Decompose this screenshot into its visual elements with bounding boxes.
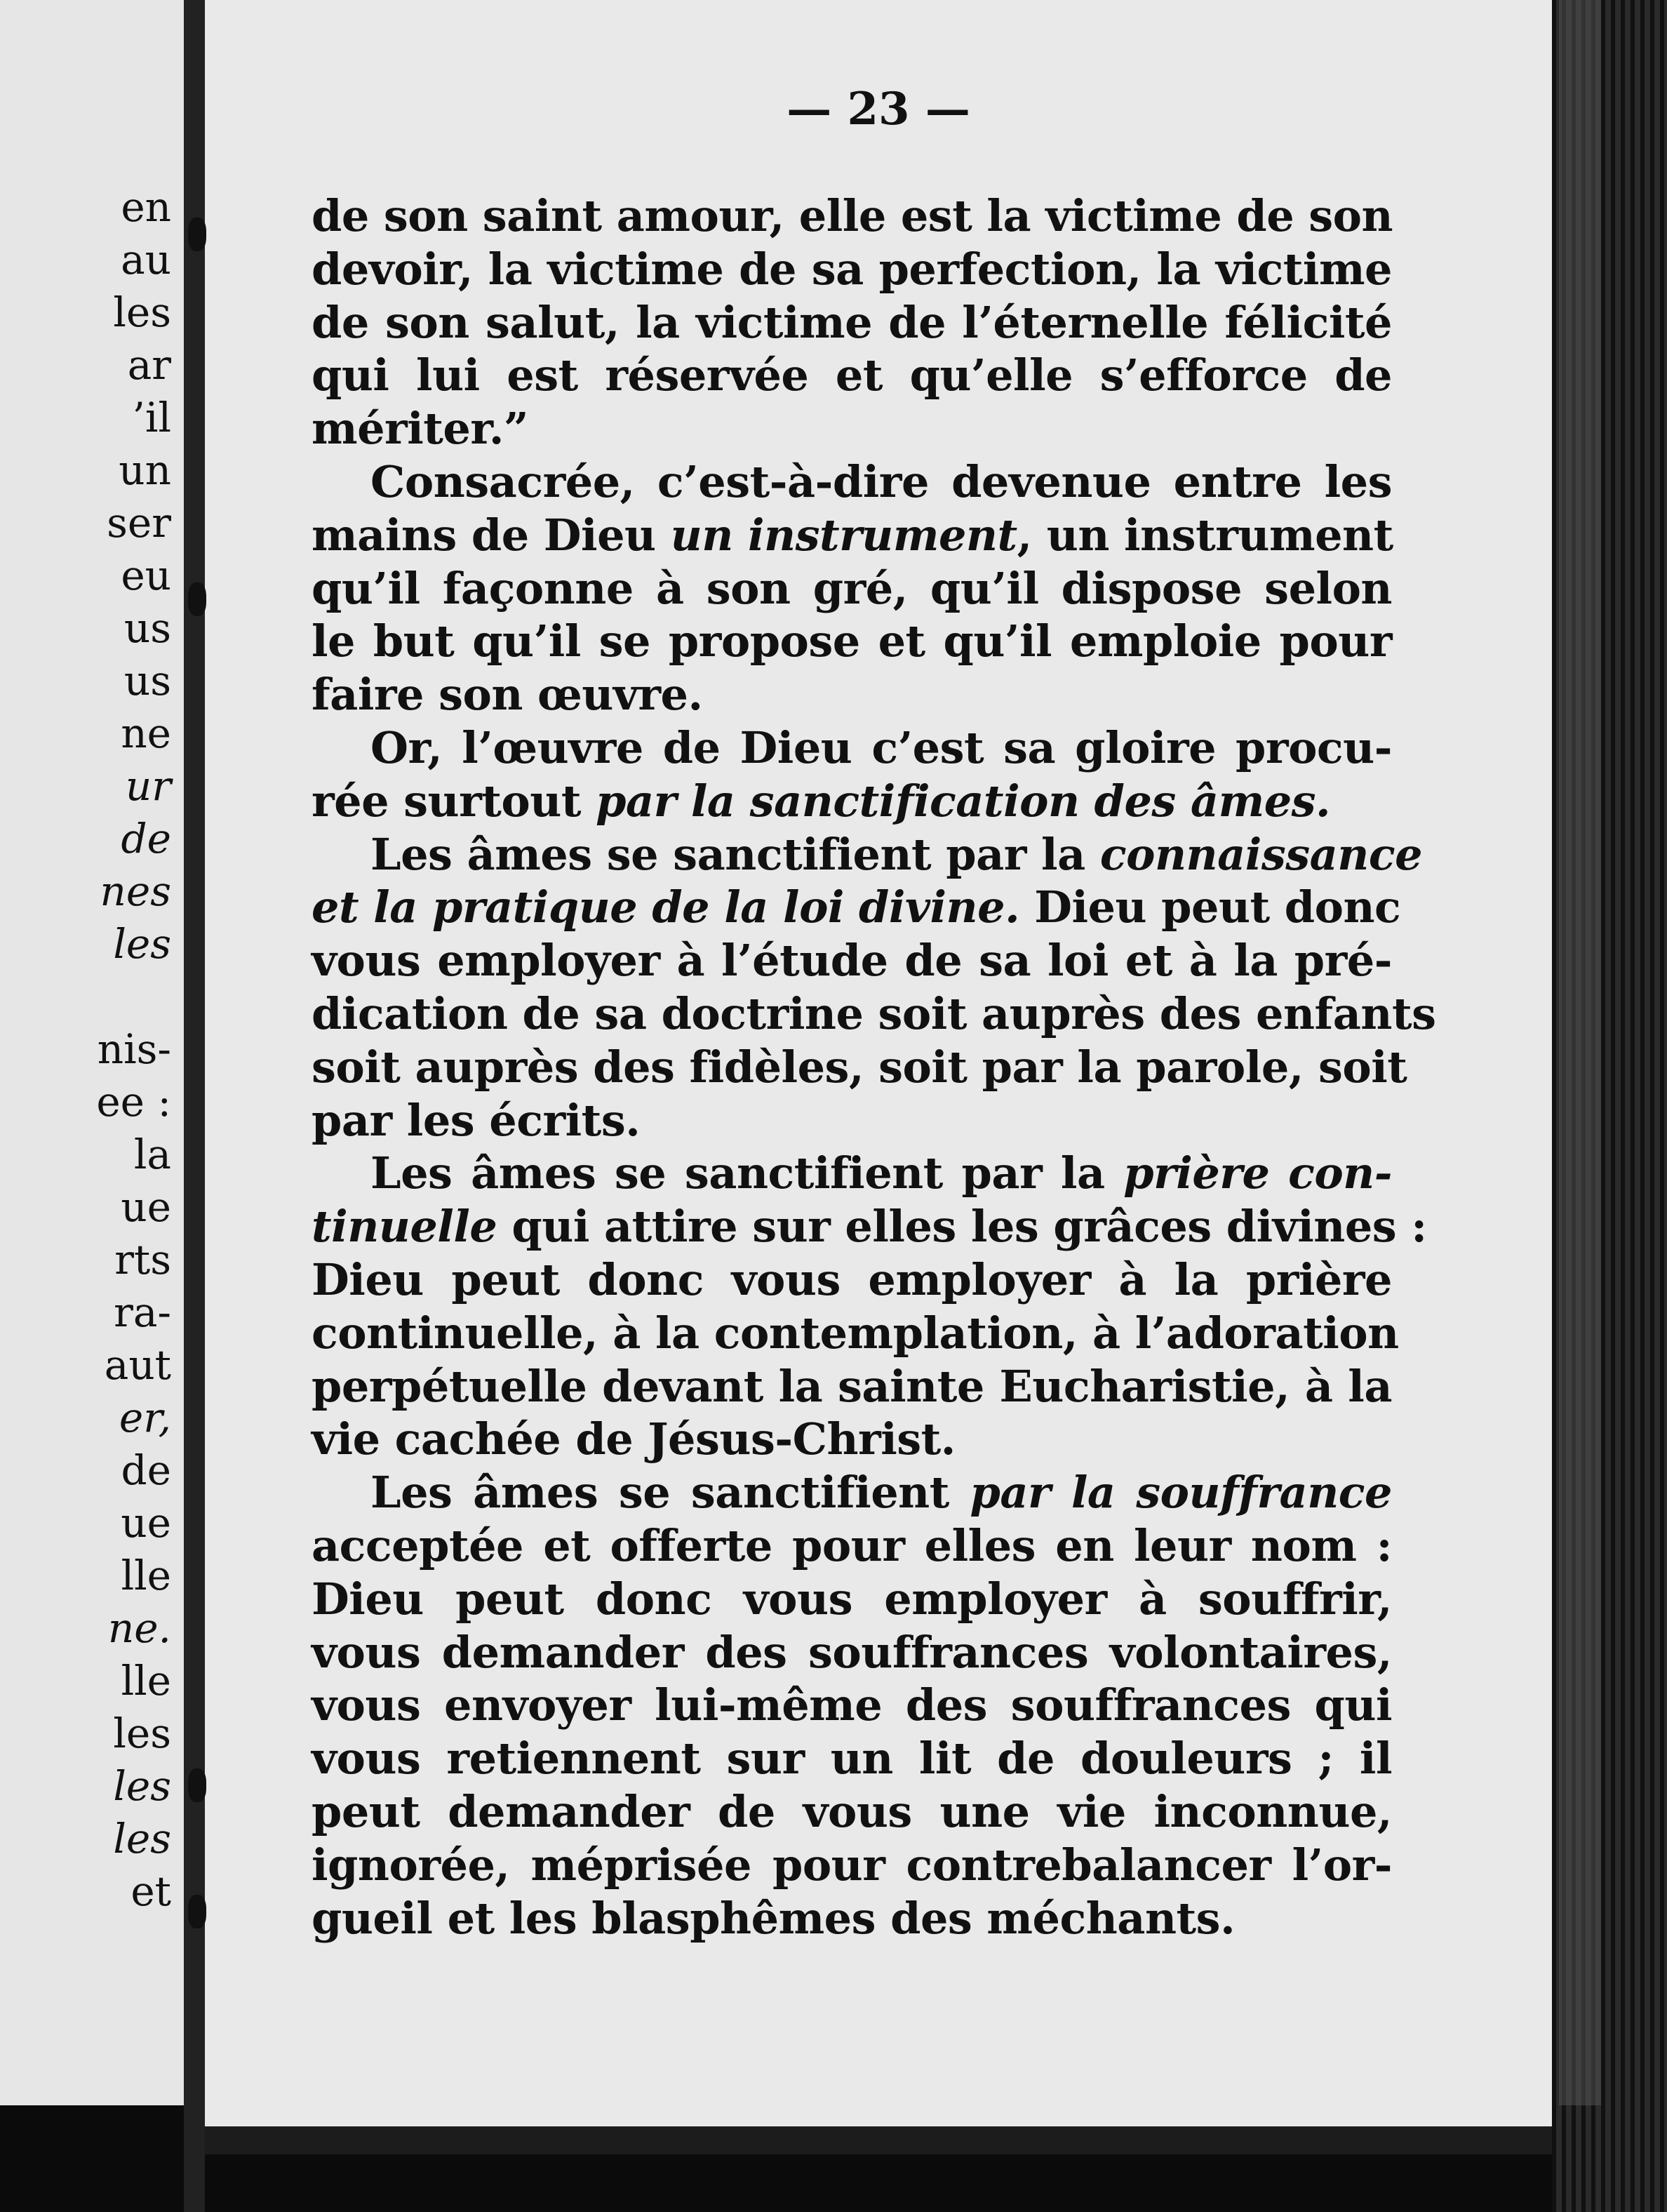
previous-page-line: ue — [121, 1183, 171, 1231]
text-line: devoir, la victime de sa perfection, la victime — [312, 243, 1392, 295]
text-line: de son saint amour, elle est la victime de son — [312, 190, 1393, 241]
previous-page-fragment — [0, 0, 191, 2105]
text-line: le but qu’il se propose et qu’il emploie pour — [312, 615, 1392, 667]
previous-page-line: ee : — [96, 1078, 171, 1126]
previous-page-line: les — [113, 288, 171, 336]
text-line: perpétuelle devant la sainte Eucharistie, à la — [312, 1360, 1392, 1412]
previous-page-line: us — [123, 604, 171, 652]
text-line: qu’il façonne à son gré, qu’il dispose selon — [312, 562, 1392, 614]
binding-mark — [188, 218, 206, 251]
page-edge-stack — [1552, 0, 1667, 2212]
binding-mark — [188, 1768, 206, 1802]
text-line: acceptée et offerte pour elles en leur nom : — [312, 1519, 1392, 1571]
text-line: vie cachée de Jésus-Christ. — [312, 1413, 956, 1465]
text-line: ignorée, méprisée pour contrebalancer l’or- — [312, 1839, 1392, 1891]
text-line: Les âmes se sanctifient par la souffrance — [370, 1467, 1392, 1519]
previous-page-line: ne. — [107, 1604, 171, 1652]
paragraph — [312, 828, 1436, 1147]
page-number: — 23 — — [786, 83, 970, 135]
text-line: tinuelle qui attire sur elles les grâces divines : — [312, 1201, 1427, 1253]
text-line: vous envoyer lui-même des souffrances qui — [312, 1679, 1392, 1731]
text-line: et la pratique de la loi divine. Dieu peut donc — [312, 881, 1401, 933]
text-line: vous retiennent sur un lit de douleurs ; il — [312, 1733, 1392, 1785]
previous-page-line: nis- — [97, 1025, 171, 1073]
text-line: de son salut, la victime de l’éternelle félicité — [312, 296, 1392, 348]
text-line: gueil et les blasphêmes des méchants. — [312, 1892, 1236, 1944]
previous-page-line: lle — [121, 1552, 171, 1599]
paragraph — [312, 1147, 1427, 1466]
text-line: mains de Dieu un instrument, un instrument — [312, 509, 1393, 561]
previous-page-line: er, — [119, 1394, 171, 1441]
text-line: dication de sa doctrine soit auprès des enfants — [312, 987, 1436, 1039]
book-page — [205, 0, 1552, 2154]
previous-page-line: ser — [107, 499, 171, 547]
previous-page-line: les — [113, 920, 171, 968]
previous-page-line: aut — [104, 1341, 171, 1389]
text-line: mériter.” — [312, 403, 529, 455]
text-line: soit auprès des fidèles, soit par la parole, soit — [312, 1041, 1407, 1093]
previous-page-line: les — [113, 1815, 171, 1863]
paragraph — [312, 455, 1392, 721]
text-line: Les âmes se sanctifient par la prière con- — [370, 1147, 1392, 1199]
text-line: vous demander des souffrances volontaires, — [312, 1626, 1392, 1678]
previous-page-line: eu — [121, 552, 171, 599]
previous-page-line: en — [121, 183, 171, 231]
previous-page-line: au — [121, 236, 171, 284]
text-line: Consacrée, c’est-à-dire devenue entre les — [370, 455, 1392, 507]
text-line: Or, l’œuvre de Dieu c’est sa gloire procu- — [370, 721, 1392, 773]
text-line: vous employer à l’étude de sa loi et à la pré- — [312, 935, 1392, 987]
text-line: par les écrits. — [312, 1094, 641, 1146]
previous-page-line: ne — [121, 709, 171, 757]
previous-page-line: la — [133, 1131, 171, 1178]
previous-page-line: les — [113, 1762, 171, 1810]
binding-mark — [188, 1895, 206, 1928]
paragraph — [312, 1466, 1392, 1945]
previous-page-line: lle — [121, 1657, 171, 1705]
paragraph — [312, 189, 1392, 455]
text-line: peut demander de vous une vie inconnue, — [312, 1785, 1392, 1837]
text-line: rée surtout par la sanctification des âmes. — [312, 775, 1331, 827]
previous-page-line: un — [119, 446, 171, 494]
page-body-text — [312, 189, 1436, 1945]
text-line: Les âmes se sanctifient par la connaissance — [370, 828, 1423, 880]
text-line: Dieu peut donc vous employer à souffrir, — [312, 1573, 1392, 1625]
previous-page-line: et — [130, 1867, 171, 1915]
binding-mark — [188, 582, 206, 616]
previous-page-line: ’il — [132, 394, 171, 441]
previous-page-line: nes — [100, 867, 171, 915]
text-line: qui lui est réservée et qu’elle s’efforce de — [312, 349, 1392, 401]
previous-page-line: rts — [114, 1236, 171, 1284]
previous-page-line: ue — [121, 1499, 171, 1547]
previous-page-line: us — [123, 657, 171, 705]
paragraph — [312, 721, 1392, 828]
book-gutter — [184, 0, 205, 2212]
text-line: continuelle, à la contemplation, à l’adoration — [312, 1307, 1399, 1359]
previous-page-line: ra- — [114, 1288, 171, 1336]
text-line: Dieu peut donc vous employer à la prière — [312, 1253, 1392, 1305]
previous-page-line: ar — [127, 341, 171, 389]
previous-page-line: ur — [125, 762, 171, 810]
previous-page-line: de — [121, 1446, 171, 1494]
previous-page-line: les — [113, 1710, 171, 1757]
text-line: faire son œuvre. — [312, 669, 703, 721]
previous-page-line: de — [121, 815, 171, 862]
